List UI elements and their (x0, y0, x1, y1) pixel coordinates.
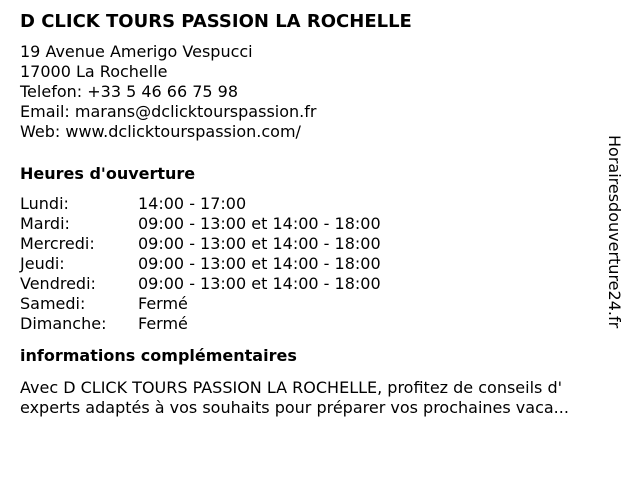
hours-row-thursday (20, 254, 620, 274)
time-value: Fermé (138, 294, 188, 313)
time-value: 09:00 - 13:00 et 14:00 - 18:00 (138, 274, 381, 293)
additional-info-text: Avec D CLICK TOURS PASSION LA ROCHELLE, profitez de conseils d' experts adaptés à vos souhaits pour préparer vos prochaines vaca... (20, 378, 569, 417)
hours-row-friday (20, 274, 620, 294)
address-line-street: 19 Avenue Amerigo Vespucci (20, 42, 253, 61)
hours-row-wednesday (20, 234, 620, 254)
web-line: Web: www.dclicktourspassion.com/ (20, 122, 301, 141)
hours-row-monday (20, 194, 620, 214)
phone-line: Telefon: +33 5 46 66 75 98 (20, 82, 239, 101)
time-value: 09:00 - 13:00 et 14:00 - 18:00 (138, 254, 381, 273)
time-value: 09:00 - 13:00 et 14:00 - 18:00 (138, 234, 381, 253)
business-card (20, 10, 620, 418)
time-value: 14:00 - 17:00 (138, 194, 247, 213)
time-value: 09:00 - 13:00 et 14:00 - 18:00 (138, 214, 381, 233)
hours-row-sunday (20, 314, 620, 334)
contact-block (20, 42, 620, 142)
opening-hours-table (20, 194, 620, 334)
day-label: Lundi: (20, 194, 69, 213)
email-line: Email: marans@dclicktourspassion.fr (20, 102, 317, 121)
hours-row-saturday (20, 294, 620, 314)
day-label: Mercredi: (20, 234, 95, 253)
day-label: Vendredi: (20, 274, 96, 293)
time-value: Fermé (138, 314, 188, 333)
additional-info-heading: informations complémentaires (20, 346, 297, 365)
day-label: Samedi: (20, 294, 86, 313)
day-label: Dimanche: (20, 314, 107, 333)
address-line-city: 17000 La Rochelle (20, 62, 168, 81)
hours-row-tuesday (20, 214, 620, 234)
day-label: Jeudi: (20, 254, 65, 273)
business-name: D CLICK TOURS PASSION LA ROCHELLE (20, 11, 412, 32)
day-label: Mardi: (20, 214, 70, 233)
opening-hours-heading: Heures d'ouverture (20, 164, 196, 183)
site-watermark: Horairesdouverture24.fr (605, 135, 624, 329)
